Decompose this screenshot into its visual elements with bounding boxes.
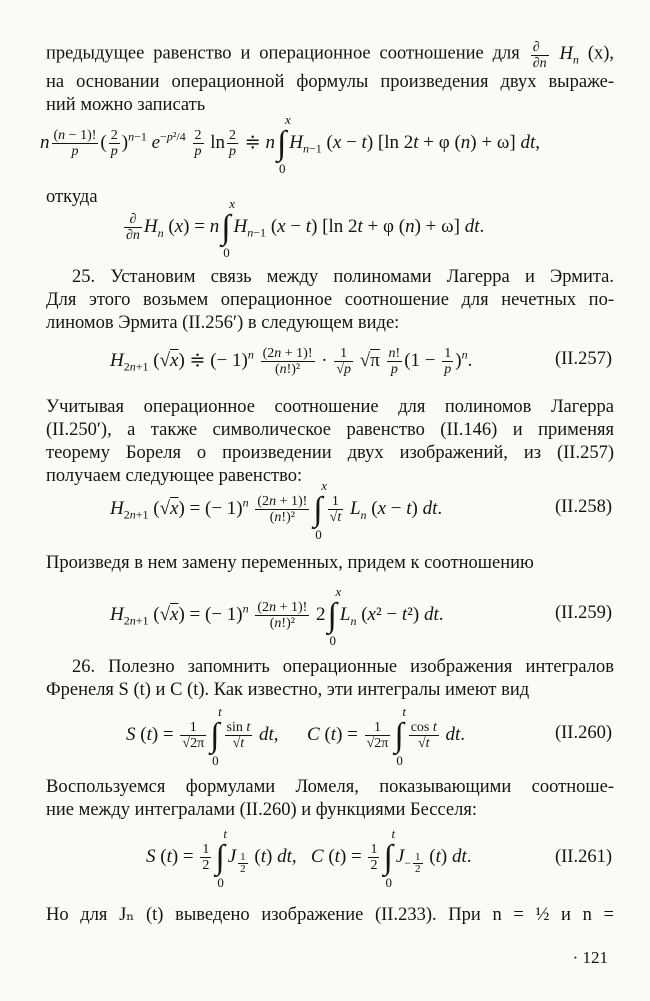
equation-number: (II.259) xyxy=(554,603,612,623)
text-line: получаем следующее равенство: xyxy=(46,466,303,486)
text-line: Френеля S (t) и C (t). Как известно, эти интегралы имеют вид xyxy=(46,680,530,700)
equation-II-257: $H_{2n+1}$ (√x) ≑ (− 1)$^n$ $\frac{(2n + 1)!}{\text{(n!)²}}$ · $\frac{1}{√p}$ √π $\frac{n!}{p}$ (1 − $\frac{1}{p}$ )$^n$. xyxy=(110,346,473,377)
paragraph-otkuda xyxy=(46,186,614,209)
text-line: ние между интегралами (II.260) и функциями Бесселя: xyxy=(46,800,478,820)
paragraph-25 xyxy=(46,266,614,335)
text-line: Воспользуемся формулами Ломеля, показывающими соотноше- xyxy=(46,777,614,797)
text-line: линомов Эрмита (II.256′) в следующем виде: xyxy=(46,313,400,333)
text-line: теорему Бореля о произведении двух изображений, из (II.257) xyxy=(46,443,614,463)
paragraph-26 xyxy=(46,656,614,702)
text-line: 26. Полезно запомнить операционные изображения интегралов xyxy=(72,657,614,677)
equation-number: (II.261) xyxy=(554,847,612,867)
equation-number: (II.260) xyxy=(554,723,612,743)
equation-operational-product: n $\frac{(n - 1)!}{p}$ ( $\frac{2}{p}$ )$^{n-1}$ $e^{-p^2/4}$ $\frac{2}{p}$ ln $\frac{2}{p}$ ≑ n∫ x 0 $H_{n-1}$ (x − t) [ln 2t + φ (n) + ω] dt, xyxy=(40,111,540,176)
equation-II-261: S (t) = $\frac{1}{2}$ ∫ t 0 J $_{\frac{1}{2}}$ (t) dt, C (t) = $\frac{1}{2}$ ∫ t 0 $J_{- \frac{1}{2}}$ (t) dt. xyxy=(146,825,472,890)
text-line: 25. Установим связь между полиномами Лагерра и Эрмита. xyxy=(72,267,614,287)
text-line: на основании операционной формулы произведения двух выраже- xyxy=(46,72,614,93)
text-line: ний можно записать xyxy=(46,95,206,116)
paragraph-laguerre xyxy=(46,396,614,488)
equation-II-258: $H_{2n+1}$ (√x) = (− 1)$^n$ $\frac{(2n + 1)!}{\text{(n!)²}}$ ∫ x 0 $\frac{1}{√t}$ $L_n$ (x − t) dt. xyxy=(110,477,443,542)
text-line: Для этого возьмем операционное соотношение для нечетных по- xyxy=(46,290,614,310)
paragraph-substitution xyxy=(46,552,614,575)
paragraph-lommel xyxy=(46,776,614,822)
text-line: Учитывая операционное соотношение для полиномов Лагерра xyxy=(46,397,614,417)
page-number: · 121 xyxy=(572,948,608,967)
equation-II-259: $H_{2n+1}$ (√x) = (− 1)$^n$ $\frac{(2n + 1)!}{\text{(n!)²}}$ 2∫ x 0 $L_n$ (x² − t²) dt. xyxy=(110,583,444,648)
equation-number: (II.258) xyxy=(554,497,612,517)
paragraph-bessel-image xyxy=(46,904,614,927)
text-line: Но для Jₙ (t) выведено изображение (II.233). При n = ½ и n = xyxy=(46,905,614,925)
paragraph-intro xyxy=(46,40,614,117)
text-line: (II.250′), а также символическое равенство (II.146) и применяя xyxy=(46,420,614,440)
equation-number: (II.257) xyxy=(554,349,612,369)
text-line: предыдущее равенство и операционное соотношение для $\frac{\partial}{\partial n}$ $H_n$ (x), xyxy=(46,40,615,71)
text-line: откуда xyxy=(46,187,98,207)
equation-II-260: S (t) = $\frac{1}{√2\pi}$ ∫ t 0 $\frac{\text{sin t}}{√t}$ dt, C (t) = $\frac{1}{√2\pi}$ ∫ t 0 $\frac{\text{cos t}}{√t}$ dt. xyxy=(126,703,466,768)
equation-derivative-hermite: $\frac{\partial}{\partial n}$ $H_n$ (x) = n∫ x 0 $H_{n-1}$ (x − t) [ln 2t + φ (n) + ω] dt. xyxy=(126,195,485,260)
text-line: Произведя в нем замену переменных, придем к соотношению xyxy=(46,553,534,573)
